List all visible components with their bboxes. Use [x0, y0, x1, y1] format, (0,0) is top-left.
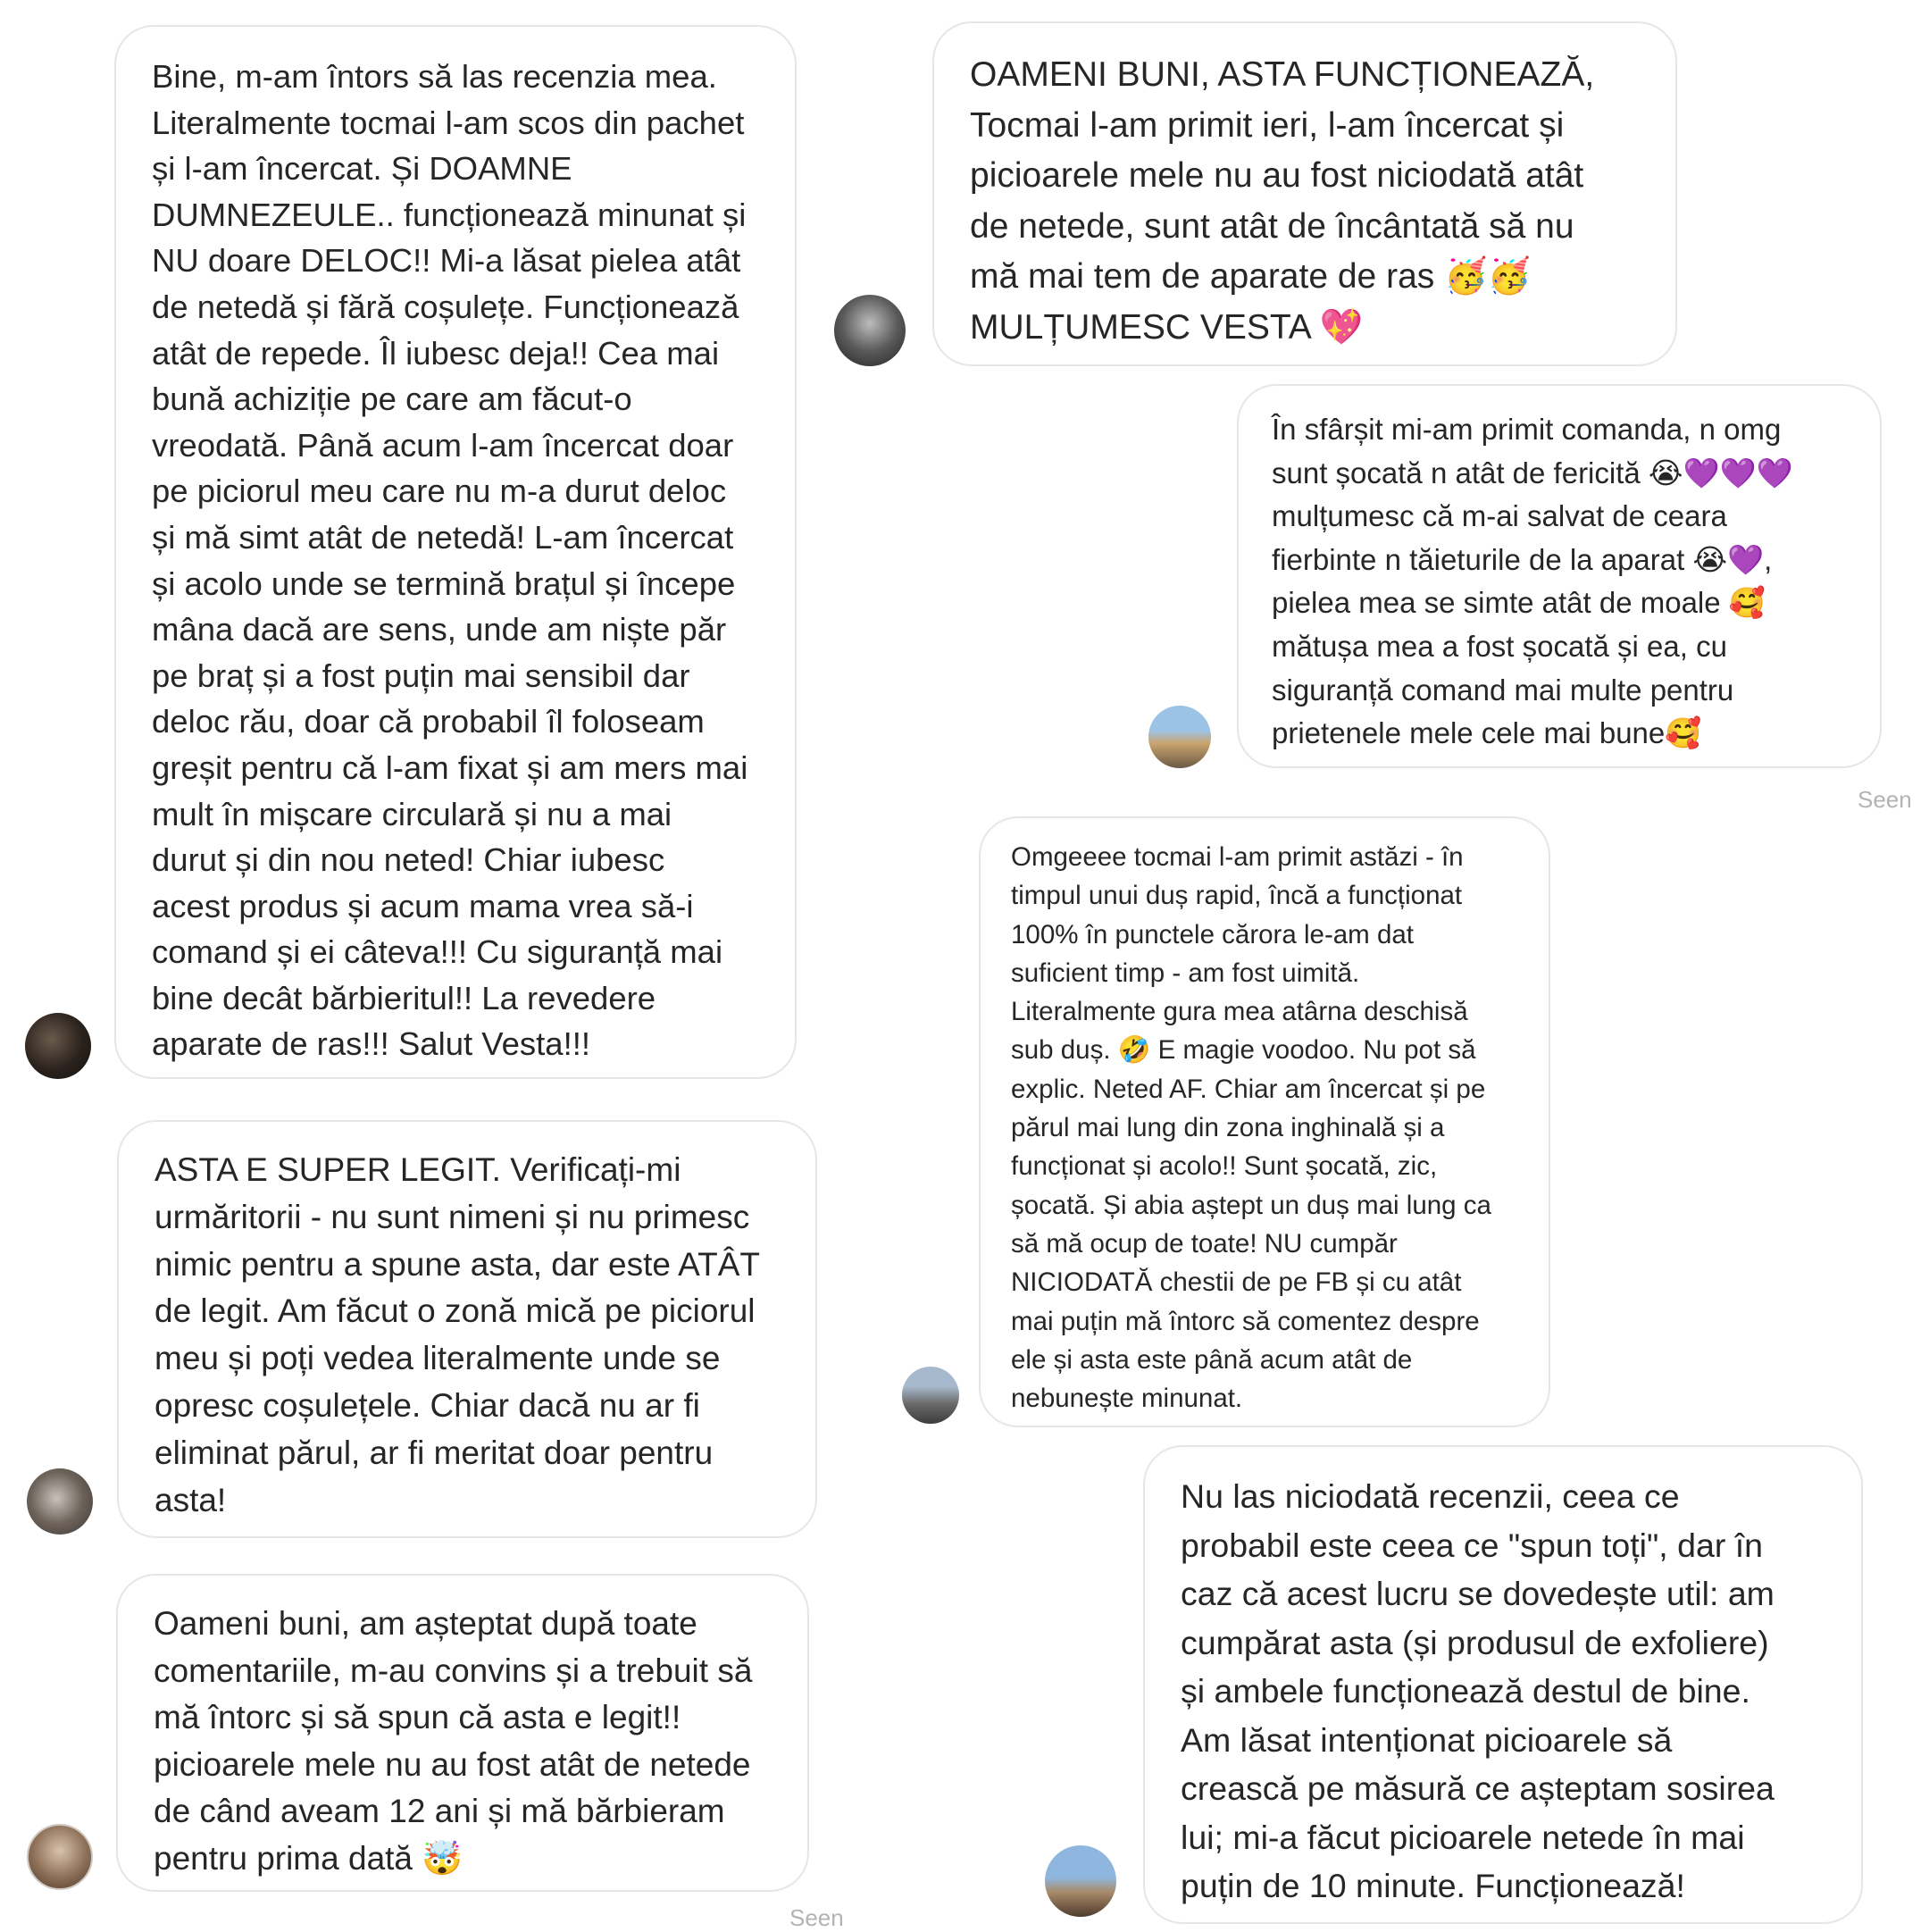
avatar[interactable]	[1045, 1845, 1116, 1917]
avatar[interactable]	[25, 1013, 91, 1079]
message-bubble: OAMENI BUNI, ASTA FUNCȚIONEAZĂ, Tocmai l-am primit ieri, l-am încercat și picioarele mele nu au fost niciodată atât de netede, sunt atât de încântată să nu mă mai tem de aparate de ras 🥳🥳 MULȚUMESC VESTA 💖	[932, 21, 1677, 366]
message-bubble: Oameni buni, am așteptat după toate comentariile, m-au convins și a trebuit să mă întorc și să spun că asta e legit!! picioarele mele nu au fost atât de netede de când aveam 12 ani și mă bărbieram pentru prima dată 🤯	[116, 1574, 809, 1892]
avatar[interactable]	[902, 1367, 959, 1424]
message-bubble: Bine, m-am întors să las recenzia mea. Literalmente tocmai l-am scos din pachet și l-am încercat. Și DOAMNE DUMNEZEULE.. funcționează minunat și NU doare DELOC!! Mi-a lăsat pielea atât de netedă și fără coșulețe. Funcționează atât de repede. Îl iubesc deja!! Cea mai bună achiziție pe care am făcut-o vreodată. Până acum l-am încercat doar pe piciorul meu care nu m-a durut deloc și mă simt atât de netedă! L-am încercat și acolo unde se termină brațul și începe mâna dacă are sens, unde am niște păr pe braț și a fost puțin mai sensibil dar deloc rău, doar că probabil îl foloseam greșit pentru că l-am fixat și am mers mai mult în mișcare circulară și nu a mai durut și din nou neted! Chiar iubesc acest produs și acum mama vrea să-i comand și ei câteva!!! Cu siguranță mai bine decât bărbieritul!! La revedere aparate de ras!!! Salut Vesta!!!	[114, 25, 797, 1079]
seen-label: Seen	[789, 1904, 844, 1931]
avatar[interactable]	[834, 295, 906, 366]
avatar[interactable]	[27, 1824, 93, 1890]
message-bubble: În sfârșit mi-am primit comanda, n omg sunt șocată n atât de fericită 😭💜💜💜 mulțumesc că m-ai salvat de ceara fierbinte n tăieturile de la aparat 😭💜, pielea mea se simte atât de moale 🥰 mătușa mea a fost șocată și ea, cu siguranță comand mai multe pentru prietenele mele cele mai bune🥰	[1237, 384, 1882, 768]
avatar[interactable]	[1148, 706, 1211, 768]
message-bubble: Omgeeee tocmai l-am primit astăzi - în timpul unui duș rapid, încă a funcționat 100% în punctele cărora le-am dat suficient timp - am fost uimită. Literalmente gura mea atârna deschisă sub duș. 🤣 E magie voodoo. Nu pot să explic. Neted AF. Chiar am încercat și pe părul mai lung din zona inghinală și a funcționat și acolo!! Sunt șocată, zic, șocată. Și abia aștept un duș mai lung ca să mă ocup de toate! NU cumpăr NICIODATĂ chestii de pe FB și cu atât mai puțin mă întorc să comentez despre ele și asta este până acum atât de nebunește minunat.	[979, 816, 1550, 1427]
message-bubble: Nu las niciodată recenzii, ceea ce probabil este ceea ce "spun toți", dar în caz că acest lucru se dovedește util: am cumpărat asta (și produsul de exfoliere) și ambele funcționează destul de bine. Am lăsat intenționat picioarele să crească pe măsură ce așteptam sosirea lui; mi-a făcut picioarele netede în mai puțin de 10 minute. Funcționează!	[1143, 1445, 1863, 1924]
message-bubble: ASTA E SUPER LEGIT. Verificați-mi urmăritorii - nu sunt nimeni și nu primesc nimic pentru a spune asta, dar este ATÂT de legit. Am făcut o zonă mică pe piciorul meu și poți vedea literalmente unde se opresc coșulețele. Chiar dacă nu ar fi eliminat părul, ar fi meritat doar pentru asta!	[117, 1120, 817, 1538]
seen-label: Seen	[1858, 786, 1912, 813]
avatar[interactable]	[27, 1468, 93, 1535]
